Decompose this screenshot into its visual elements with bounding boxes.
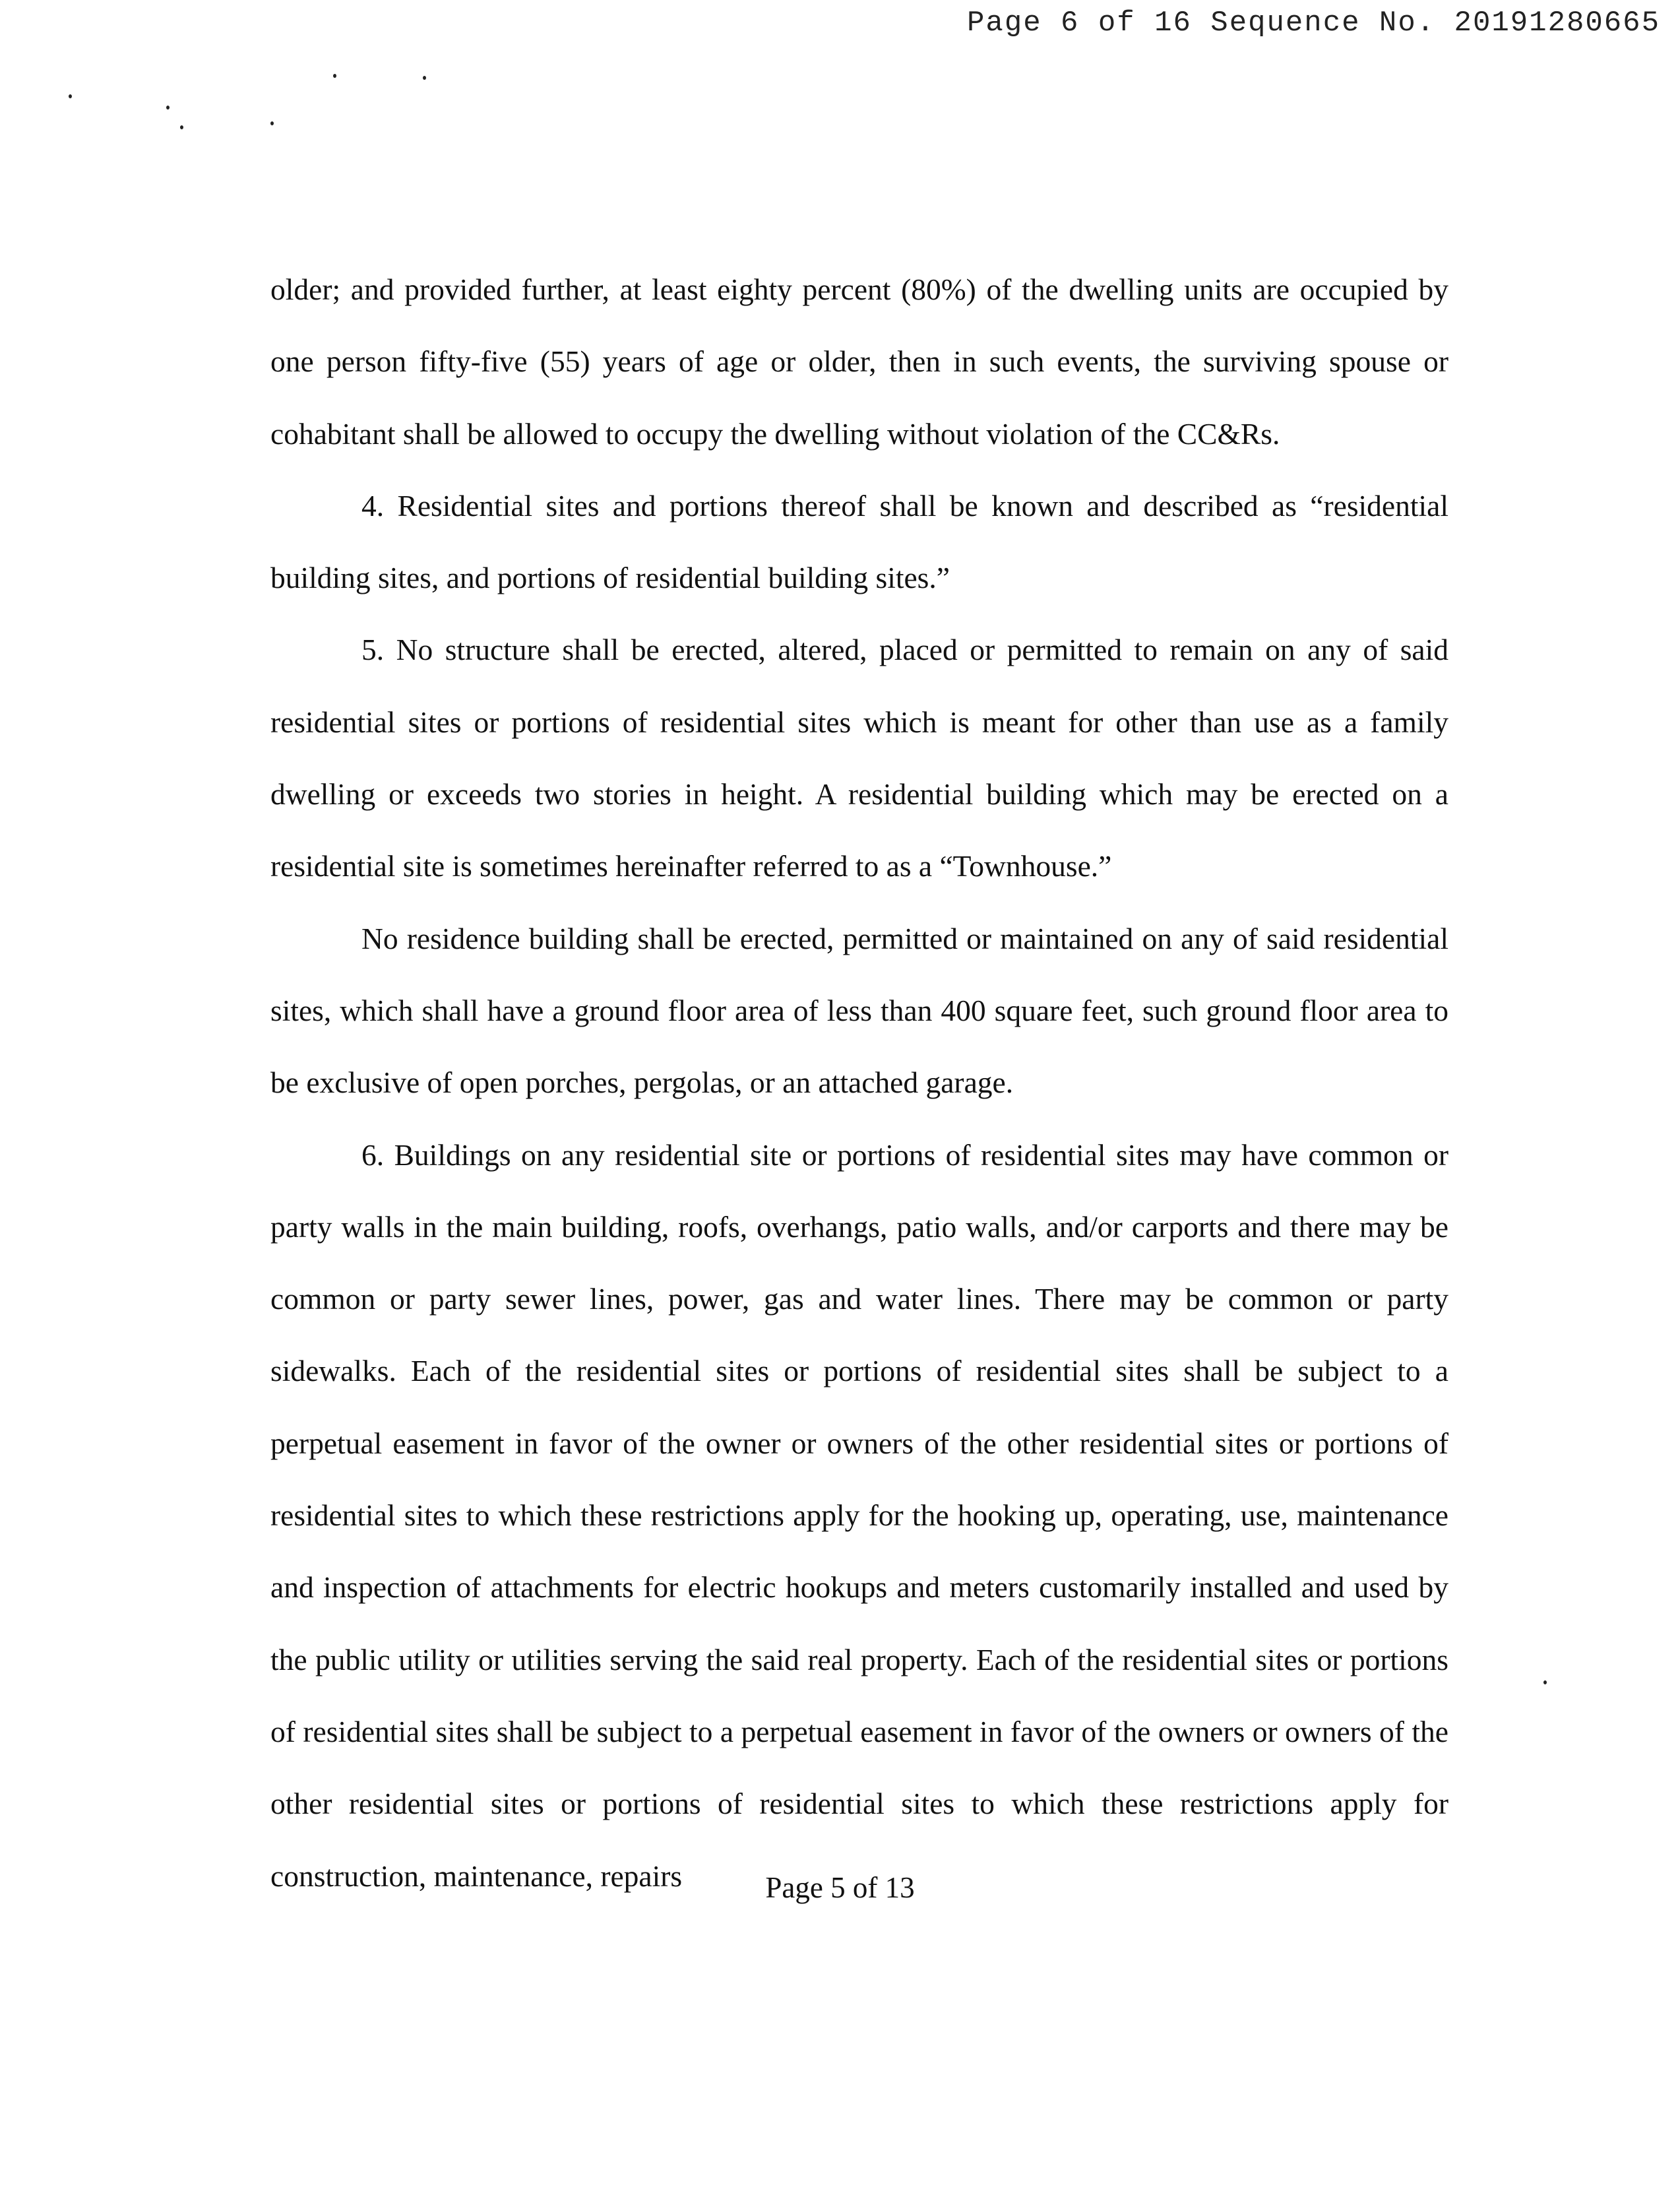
paragraph-floor-area: No residence building shall be erected, permitted or maintained on any of said residential sites, which shall have a ground floor area of less than 400 square feet, such ground floor area to be exclusive of open porches, pergolas, or an attached garage. (270, 921, 1448, 1100)
recording-sequence-stamp: Page 6 of 16 Sequence No. 20191280665 (967, 7, 1660, 40)
paragraph-section-5: 5. No structure shall be erected, altered, placed or permitted to remain on any of said residential sites or portions of residential sites which is meant for other than use as a family dwelling or exceeds two stories in height. A residential building which may be erected on a residential site is sometimes hereinafter referred to as a “Townhouse.” (270, 633, 1448, 883)
scan-speck (180, 125, 183, 129)
paragraph-section-4: 4. Residential sites and portions thereof shall be known and described as “residential building sites, and portions of residential building sites.” (270, 488, 1448, 595)
scan-speck (423, 76, 426, 80)
scan-speck (270, 121, 274, 125)
scan-speck (69, 94, 72, 98)
paragraph-continuation: older; and provided further, at least eighty percent (80%) of the dwelling units are occupied by one person fifty-five (55) years of age or older, then in such events, the surviving spouse or cohabitant shall be allowed to occupy the dwelling without violation of the CC&Rs. (270, 272, 1448, 451)
paragraph-section-6: 6. Buildings on any residential site or portions of residential sites may have common or party walls in the main building, roofs, overhangs, patio walls, and/or carports and there may be common or party sewer lines, power, gas and water lines. There may be common or party sidewalks. Each of the residential sites or portions of residential sites shall be subject to a perpetual easement in favor of the owner or owners of the other residential sites or portions of residential sites to which these restrictions apply for the hooking up, operating, use, maintenance and inspection of attachments for electric hookups and meters customarily installed and used by the public utility or utilities serving the said real property. Each of the residential sites or portions of residential sites shall be subject to a perpetual easement in favor of the owners or owners of the other residential sites or portions of residential sites to which these restrictions apply for construction, maintenance, repairs (270, 1137, 1448, 1893)
document-body (270, 253, 1448, 1912)
scan-speck (166, 106, 170, 110)
scan-speck (333, 74, 336, 78)
page-number: Page 5 of 13 (765, 1871, 915, 1904)
scan-speck (1543, 1680, 1547, 1684)
